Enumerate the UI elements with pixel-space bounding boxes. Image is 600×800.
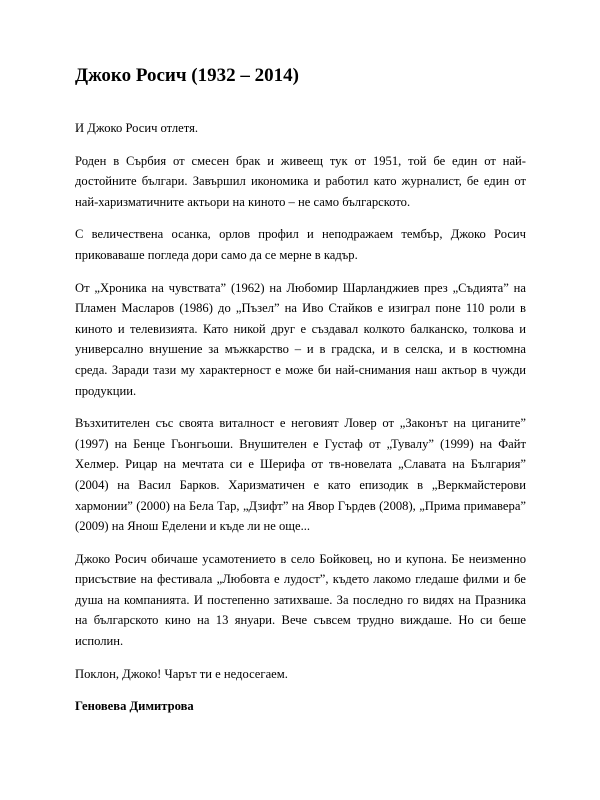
paragraph-2: Роден в Сърбия от смесен брак и живеещ тук от 1951, той бе един от най-достойните българи. Завършил икономика и работил като журналист, бе един от най-харизматичните актьори на киното – не само българското. — [75, 153, 526, 209]
paragraph-4: От „Хроника на чувствата” (1962) на Любомир Шарланджиев през „Съдията” на Пламен Масларов (1986) до „Пъзел” на Иво Стайков е изиграл поне 110 роли в киното и телевизията. Като никой друг е създавал колкото балканско, толкова и универсално внушение за мъжкарство – и в градска, и в селска, и в костюмна среда. Заради тази му характерност е може би най-снимания наш актьор в чужди продукции. — [75, 280, 526, 398]
paragraph-3: С величествена осанка, орлов профил и неподражаем тембър, Джоко Росич приковаваше погледа дори само да се мерне в кадър. — [75, 227, 526, 262]
document-title: Джоко Росич (1932 – 2014) — [75, 65, 299, 86]
paragraph-5: Възхитителен със своята виталност е неговият Ловер от „Законът на циганите” (1997) на Бенце Гьонгьоши. Внушителен е Густаф от „Тувалу” (1999) на Файт Хелмер. Рицар на мечтата си е Шерифа от тв-новелата „Славата на България” (2004) на Васил Барков. Харизматичен е като епизодик в „Веркмайстерови хармонии” (2000) на Бела Тар, „Дзифт” на Явор Гърдев (2008), „Прима примавера” (2009) на Янош Еделени и къде ли не още... — [75, 416, 526, 534]
author-signature: Геновева Димитрова — [75, 699, 194, 714]
paragraph-1: И Джоко Росич отлетя. — [75, 121, 199, 135]
paragraph-6: Джоко Росич обичаше усамотението в село Бойковец, но и купона. Бе неизменно присъствие на фестивала „Любовта е лудост”, където лакомо гледаше филми и бе душа на компанията. И постепенно затихваше. За последно го видях на Празника на българското кино на 13 януари. Вече съвсем трудно виждаше. Но си беше исполин. — [75, 551, 526, 649]
paragraph-7: Поклон, Джоко! Чарът ти е недосегаем. — [75, 666, 288, 681]
document-body — [75, 118, 526, 729]
